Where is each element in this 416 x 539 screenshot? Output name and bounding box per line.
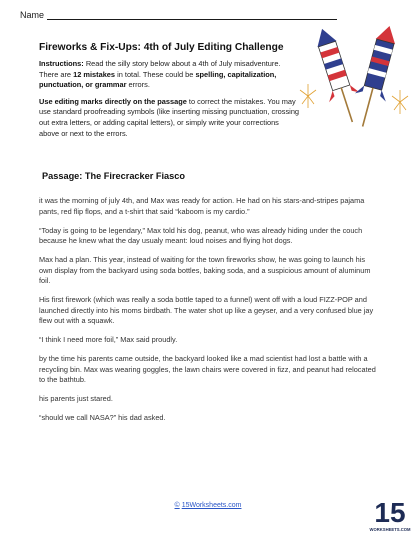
editing-marks-text: to correct the mistakes. You may use standard proofreading symbols (like inserting missing punctuation, crossing out extra letters, or adding capital letters), or simply write your corrections above or next to the errors.: [39, 96, 300, 138]
editing-marks-paragraph: [39, 97, 301, 139]
footer-site-link[interactable]: [0, 502, 416, 509]
name-field-line[interactable]: [47, 11, 337, 20]
rocket-right-icon: [347, 22, 405, 131]
name-label: Name: [20, 10, 45, 20]
error-types: spelling, capitalization, punctuation, or grammar: [39, 69, 277, 90]
passage-paragraph: Max had a plan. This year, instead of waiting for the town fireworks show, he was going to launch his own display from the backyard using soda bottles, baking soda, and a suspicious amount of aluminum foil.: [39, 255, 371, 285]
passage-paragraph: it was the morning of july 4th, and Max was ready for action. He had on his stars-and-stripes pajama pants, red flip flops, and a t-shirt that said “kaboom is my cardio.”: [39, 196, 365, 216]
passage-paragraph: by the time his parents came outside, the backyard looked like a mad scientist had lost a battle with a recycling bin. Max was wearing goggles, the lawn chairs were covered in fizz, and peanut had relocated to the bathtub.: [39, 354, 376, 384]
editing-marks-label: Use editing marks directly on the passage: [39, 96, 187, 106]
sparkle-left-icon: [300, 84, 316, 108]
passage-heading: Passage: The Firecracker Fiasco: [42, 171, 185, 181]
passage-paragraph: his parents just stared.: [39, 394, 113, 403]
passage-paragraph: His first firework (which was really a soda bottle taped to a funnel) went off with a loud FIZZ-POP and launched directly into his moms birdbath. The water shot up like a geyser, and a very confused blue jay flew out with a squawk.: [39, 295, 374, 325]
logo-text: WORKSHEETS.COM: [369, 527, 411, 532]
logo-number: 15: [374, 497, 406, 528]
sparkle-right-icon: [392, 90, 408, 114]
rocket-left-icon: [307, 24, 368, 127]
instructions-text-1: Read the silly story below about a 4th of July misadventure. There are: [39, 59, 281, 79]
instructions-section: [39, 42, 301, 145]
instructions-label: Instructions:: [39, 59, 84, 68]
15worksheets-logo: [369, 492, 411, 534]
passage-paragraph: “I think I need more foil,” Max said proudly.: [39, 335, 178, 344]
passage-paragraph: “Today is going to be legendary,” Max told his dog, peanut, who was already hiding under the couch because he knew what the day usualy meant: loud noises and flying hot dogs.: [39, 225, 363, 245]
worksheet-title: Fireworks & Fix-Ups: 4th of July Editing Challenge: [39, 42, 284, 53]
name-row: [20, 10, 337, 20]
instructions-text-2: in total. These could be: [115, 69, 196, 79]
mistake-count: 12 mistakes: [73, 69, 116, 79]
site-link-text[interactable]: 15Worksheets.com: [181, 502, 242, 509]
passage-body: [39, 196, 379, 432]
instructions-paragraph: [39, 59, 301, 91]
passage-paragraph: “should we call NASA?” his dad asked.: [39, 413, 166, 422]
instructions-text-3: errors.: [126, 80, 150, 90]
copyright-icon: ©: [174, 502, 180, 509]
firework-rockets-illustration: [300, 24, 412, 136]
